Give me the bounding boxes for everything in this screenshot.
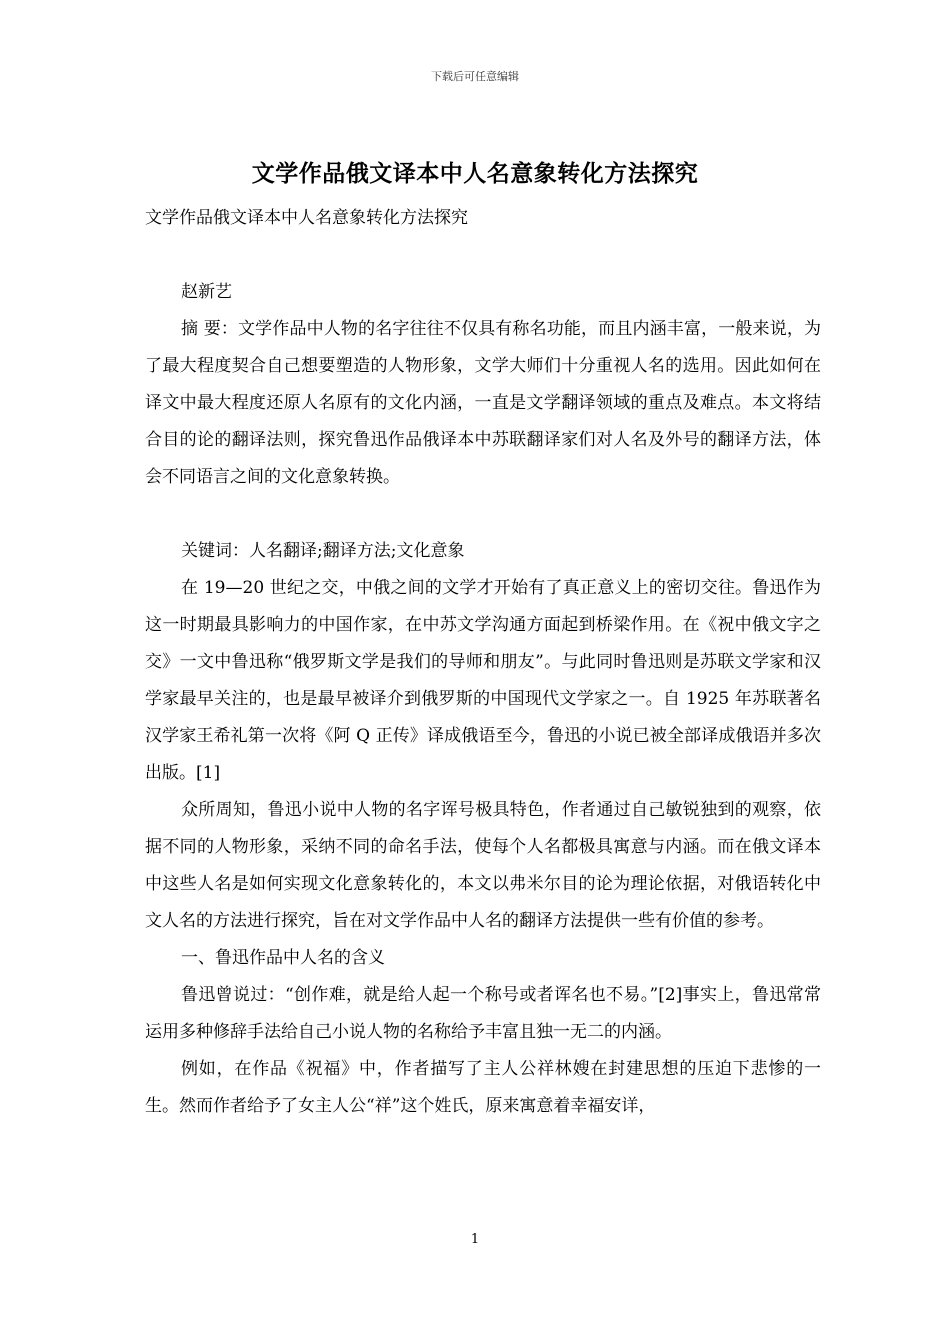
subtitle: 文学作品俄文译本中人名意象转化方法探究: [145, 208, 468, 228]
document-title: 文学作品俄文译本中人名意象转化方法探究: [251, 160, 699, 187]
paragraph: 在 19—20 世纪之交，中俄之间的文学才开始有了真正意义上的密切交往。鲁迅作为这一时期最具影响力的中国作家，在中苏文学沟通方面起到桥梁作用。在《祝中俄文字之交》一文中鲁迅称“俄罗斯文学是我们的导师和朋友”。与此同时鲁迅则是苏联文学家和汉学家最早关注的，也是最早被译介到俄罗斯的中国现代文学家之一。自 1925 年苏联著名汉学家王希礼第一次将《阿 Q 正传》译成俄语至今，鲁迅的小说已被全部译成俄语并多次出版。[1]: [145, 578, 821, 783]
document-body: [145, 200, 821, 1125]
page-number: 1: [470, 1232, 480, 1247]
spacer: [145, 496, 821, 533]
keywords: 关键词：人名翻译;翻译方法;文化意象: [181, 541, 465, 561]
paragraph: 鲁迅曾说过：“创作难，就是给人起一个称号或者诨名也不易。”[2]事实上，鲁迅常常运用多种修辞手法给自己小说人物的名称给予丰富且独一无二的内涵。: [145, 985, 821, 1042]
author: 赵新艺: [181, 282, 232, 302]
spacer: [145, 237, 821, 274]
paragraph: 众所周知，鲁迅小说中人物的名字诨号极具特色，作者通过自己敏锐独到的观察，依据不同的人物形象，采纳不同的命名手法，使每个人名都极具寓意与内涵。而在俄文译本中这些人名是如何实现文化意象转化的，本文以弗米尔目的论为理论依据，对俄语转化中文人名的方法进行探究，旨在对文学作品中人名的翻译方法提供一些有价值的参考。: [145, 800, 821, 931]
header-note: 下载后可任意编辑: [431, 70, 519, 83]
abstract: 摘 要：文学作品中人物的名字往往不仅具有称名功能，而且内涵丰富，一般来说，为了最大程度契合自己想要塑造的人物形象，文学大师们十分重视人名的选用。因此如何在译文中最大程度还原人名原有的文化内涵，一直是文学翻译领域的重点及难点。本文将结合目的论的翻译法则，探究鲁迅作品俄译本中苏联翻译家们对人名及外号的翻译方法，体会不同语言之间的文化意象转换。: [145, 319, 821, 487]
section-heading: 一、鲁迅作品中人名的含义: [181, 948, 385, 968]
paragraph: 例如，在作品《祝福》中，作者描写了主人公祥林嫂在封建思想的压迫下悲惨的一生。然而作者给予了女主人公“祥”这个姓氏，原来寓意着幸福安详，: [145, 1059, 821, 1116]
